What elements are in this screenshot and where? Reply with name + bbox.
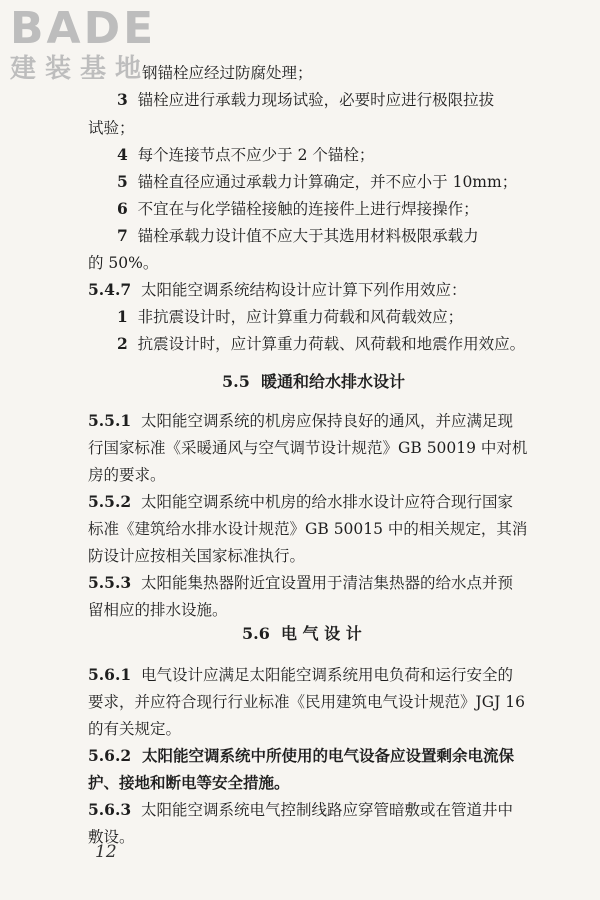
- logo-subtitle: 建装基地: [10, 54, 151, 84]
- clause-line: 留相应的排水设施。: [88, 601, 228, 619]
- clause-line: 标准《建筑给水排水设计规范》GB 50015 中的相关规定，其消: [88, 520, 528, 538]
- clause-line: 房的要求。: [88, 466, 166, 484]
- list-line: 试验；: [88, 119, 135, 137]
- clause-5-5-2: 5.5.2 太阳能空调系统中机房的给水排水设计应符合现行国家: [88, 492, 514, 511]
- list-item: 4 每个连接节点不应少于 2 个锚栓；: [117, 145, 375, 164]
- section-heading-5-5: 5.5 暖通和给水排水设计: [222, 372, 405, 391]
- list-item: 3 锚栓应进行承载力现场试验，必要时应进行极限拉拔: [117, 90, 495, 109]
- bade-logo: [10, 3, 157, 84]
- list-item: 7 锚栓承载力设计值不应大于其选用材料极限承载力: [117, 226, 479, 245]
- clause-5-6-1: 5.6.1 电气设计应满足太阳能空调系统用电负荷和运行安全的: [88, 665, 514, 684]
- list-item: 5 锚栓直径应通过承载力计算确定，并不应小于 10mm；: [117, 172, 518, 191]
- list-item: 6 不宜在与化学锚栓接触的连接件上进行焊接操作；: [117, 199, 479, 218]
- logo-mark: BADE: [10, 3, 157, 54]
- list-item: 1 非抗震设计时，应计算重力荷载和风荷载效应；: [117, 307, 464, 326]
- clause-line: 敷设。: [88, 828, 135, 846]
- list-line: 的 50%。: [88, 254, 159, 272]
- clause-5-6-3: 5.6.3 太阳能空调系统电气控制线路应穿管暗敷或在管道井中: [88, 800, 514, 819]
- clause-line: 要求，并应符合现行行业标准《民用建筑电气设计规范》JGJ 16: [88, 693, 525, 711]
- clause-5-5-1: 5.5.1 太阳能空调系统的机房应保持良好的通风，并应满足现: [88, 411, 514, 430]
- clause-line: 防设计应按相关国家标准执行。: [88, 547, 306, 565]
- clause-line: 的有关规定。: [88, 720, 182, 738]
- clause-line: 行国家标准《采暖通风与空气调节设计规范》GB 50019 中对机: [88, 439, 528, 457]
- clause-5-6-2: 5.6.2 太阳能空调系统中所使用的电气设备应设置剩余电流保: [88, 746, 514, 765]
- clause-line: 护、接地和断电等安全措施。: [88, 773, 290, 792]
- clause-5-4-7: 5.4.7 太阳能空调系统结构设计应计算下列作用效应：: [88, 280, 467, 299]
- clause-5-5-3: 5.5.3 太阳能集热器附近宜设置用于清洁集热器的给水点并预: [88, 573, 514, 592]
- list-line: 钢锚栓应经过防腐处理；: [142, 64, 313, 82]
- section-heading-5-6: 5.6 电 气 设 计: [242, 624, 362, 643]
- list-item: 2 抗震设计时，应计算重力荷载、风荷载和地震作用效应。: [117, 334, 526, 353]
- page-number: 12: [95, 842, 117, 862]
